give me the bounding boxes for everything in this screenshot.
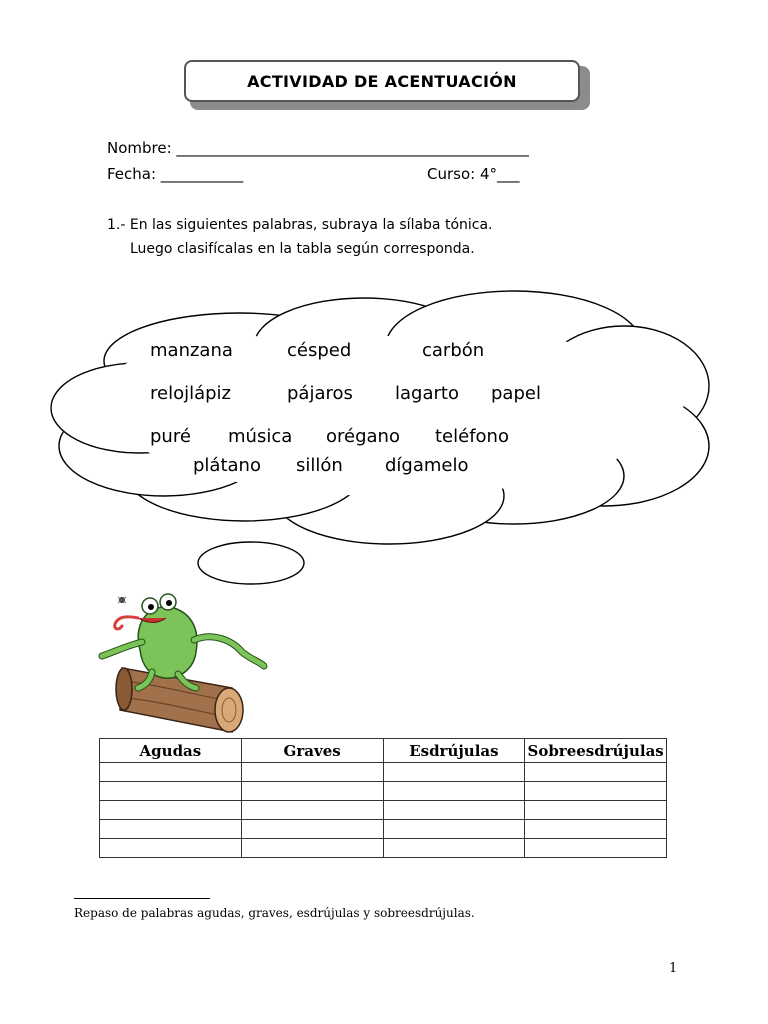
instruction-line-2: Luego clasifícalas en la tabla según corresponda. xyxy=(130,241,475,257)
table-cell[interactable] xyxy=(383,782,525,801)
frog-on-log-illustration xyxy=(92,590,272,740)
word-item: lagarto xyxy=(395,383,459,404)
table-cell[interactable] xyxy=(525,839,667,858)
word-item: teléfono xyxy=(435,426,509,447)
table-cell[interactable] xyxy=(383,820,525,839)
word-item: papel xyxy=(491,383,541,404)
table-cell[interactable] xyxy=(241,801,383,820)
table-cell[interactable] xyxy=(383,801,525,820)
table-cell[interactable] xyxy=(525,782,667,801)
table-row xyxy=(100,782,667,801)
column-header-sobreesdrujulas: Sobreesdrújulas xyxy=(525,739,667,763)
word-item: dígamelo xyxy=(385,455,469,476)
table-cell[interactable] xyxy=(383,839,525,858)
column-header-graves: Graves xyxy=(241,739,383,763)
classification-table xyxy=(99,738,667,858)
table-cell[interactable] xyxy=(241,839,383,858)
word-item: relojlápiz xyxy=(150,383,231,404)
column-header-agudas: Agudas xyxy=(100,739,242,763)
instruction-line-1: 1.- En las siguientes palabras, subraya la sílaba tónica. xyxy=(107,217,493,233)
table-cell[interactable] xyxy=(525,820,667,839)
word-item: música xyxy=(228,426,293,447)
title-box xyxy=(184,60,580,102)
footnote-divider xyxy=(74,898,210,899)
word-item: manzana xyxy=(150,340,233,361)
word-item: puré xyxy=(150,426,191,447)
curso-field: Curso: 4°___ xyxy=(427,165,520,183)
table-cell[interactable] xyxy=(241,820,383,839)
table-row xyxy=(100,820,667,839)
table-row xyxy=(100,801,667,820)
fecha-field: Fecha: ___________ xyxy=(107,165,244,183)
table-cell[interactable] xyxy=(383,763,525,782)
table-cell[interactable] xyxy=(525,801,667,820)
word-item: sillón xyxy=(296,455,343,476)
table-cell[interactable] xyxy=(100,801,242,820)
table-cell[interactable] xyxy=(100,782,242,801)
footnote-text: Repaso de palabras agudas, graves, esdrújulas y sobreesdrújulas. xyxy=(74,906,475,920)
table-header-row xyxy=(100,739,667,763)
table-cell[interactable] xyxy=(100,839,242,858)
word-item: orégano xyxy=(326,426,400,447)
word-item: césped xyxy=(287,340,352,361)
word-item: plátano xyxy=(193,455,261,476)
page-number: 1 xyxy=(669,961,678,976)
table-cell[interactable] xyxy=(525,763,667,782)
table-cell[interactable] xyxy=(100,820,242,839)
word-item: carbón xyxy=(422,340,485,361)
table-cell[interactable] xyxy=(241,782,383,801)
table-cell[interactable] xyxy=(241,763,383,782)
table-row xyxy=(100,839,667,858)
page-title: ACTIVIDAD DE ACENTUACIÓN xyxy=(247,71,517,91)
nombre-field: Nombre: _______________________________________________ xyxy=(107,139,529,157)
table-row xyxy=(100,763,667,782)
word-item: pájaros xyxy=(287,383,353,404)
column-header-esdrujulas: Esdrújulas xyxy=(383,739,525,763)
table-cell[interactable] xyxy=(100,763,242,782)
